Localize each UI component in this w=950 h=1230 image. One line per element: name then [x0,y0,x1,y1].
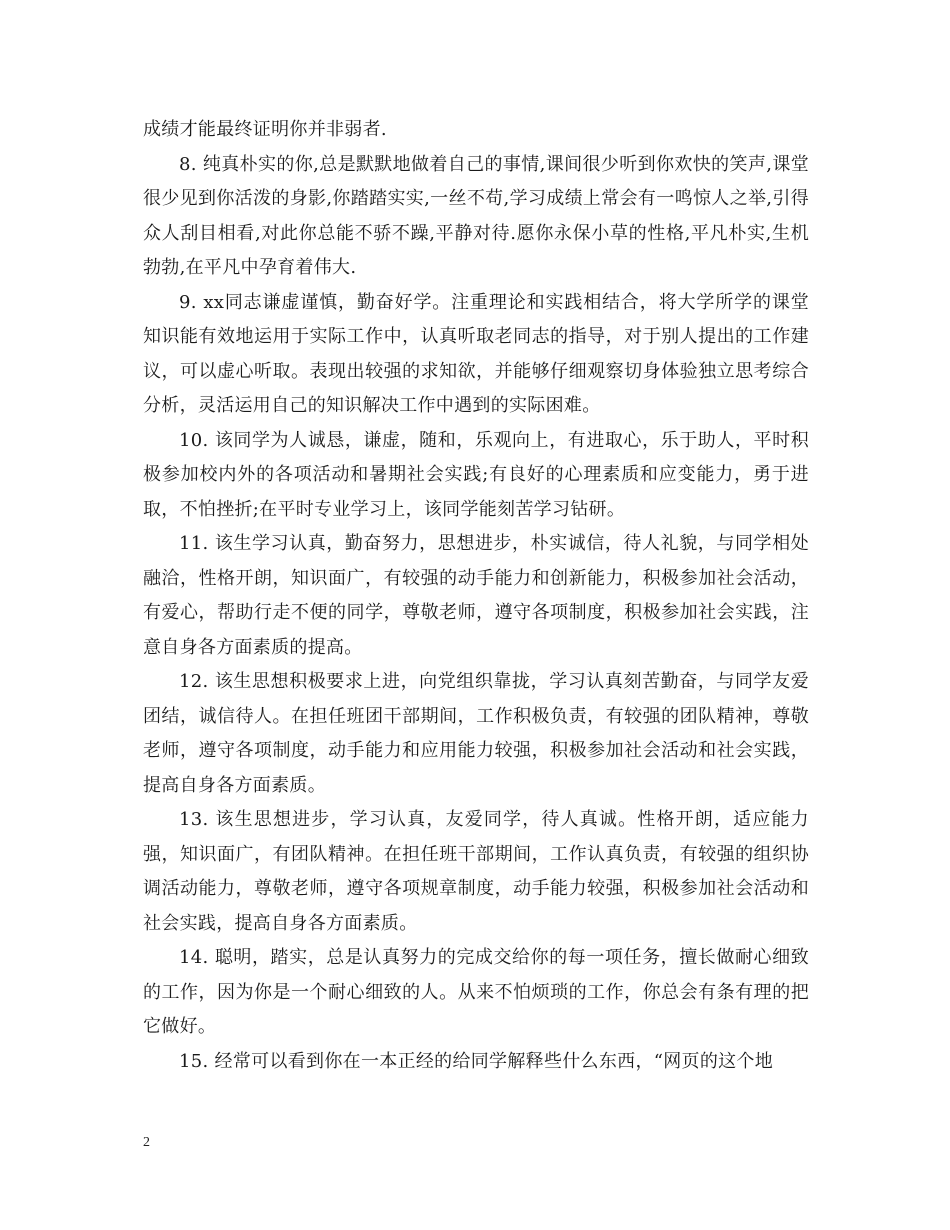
paragraph-item-9: 9. xx同志谦虚谨慎，勤奋好学。注重理论和实践相结合，将大学所学的课堂知识能有效地运用于实际工作中，认真听取老同志的指导，对于别人提出的工作建议，可以虚心听取。表现出较强的求知欲，并能够仔细观察切身体验独立思考综合分析，灵活运用自己的知识解决工作中遇到的实际困难。 [143,291,809,416]
paragraph-item-12: 12. 该生思想积极要求上进，向党组织靠拢，学习认真刻苦勤奋，与同学友爱团结，诚信待人。在担任班团干部期间，工作积极负责，有较强的团队精神，尊敬老师，遵守各项制度，动手能力和应用能力较强，积极参加社会活动和社会实践，提高自身各方面素质。 [143,671,809,796]
paragraph-item-10: 10. 该同学为人诚恳，谦虚，随和，乐观向上，有进取心，乐于助人，平时积极参加校内外的各项活动和暑期社会实践;有良好的心理素质和应变能力，勇于进取，不怕挫折;在平时专业学习上，该同学能刻苦学习钻研。 [143,429,809,520]
paragraph-item-14: 14. 聪明，踏实，总是认真努力的完成交给你的每一项任务，擅长做耐心细致的工作，因为你是一个耐心细致的人。从来不怕烦琐的工作，你总会有条有理的把它做好。 [143,947,809,1037]
paragraph-item-15: 15. 经常可以看到你在一本正经的给同学解释些什么东西，“网页的这个地 [179,1050,774,1072]
paragraph-continuation: 成绩才能最终证明你并非弱者. [143,119,387,140]
paragraph-item-13: 13. 该生思想进步，学习认真，友爱同学，待人真诚。性格开朗，适应能力强，知识面广，有团队精神。在担任班干部期间，工作认真负责，有较强的组织协调活动能力，尊敬老师，遵守各项规章制度，动手能力较强，积极参加社会活动和社会实践，提高自身各方面素质。 [143,809,809,934]
paragraph-item-11: 11. 该生学习认真，勤奋努力，思想进步，朴实诚信，待人礼貌，与同学相处融洽，性格开朗，知识面广，有较强的动手能力和创新能力，积极参加社会活动，有爱心，帮助行走不便的同学，尊敬老师，遵守各项制度，积极参加社会实践，注意自身各方面素质的提高。 [143,533,809,658]
page-number: 2 [143,1135,150,1150]
paragraph-item-8: 8. 纯真朴实的你,总是默默地做着自己的事情,课间很少听到你欢快的笑声,课堂很少见到你活泼的身影,你踏踏实实,一丝不苟,学习成绩上常会有一鸣惊人之举,引得众人刮目相看,对此你总能不骄不躁,平静对待.愿你永保小草的性格,平凡朴实,生机勃勃,在平凡中孕育着伟大. [143,153,809,278]
document-body [143,113,809,1079]
